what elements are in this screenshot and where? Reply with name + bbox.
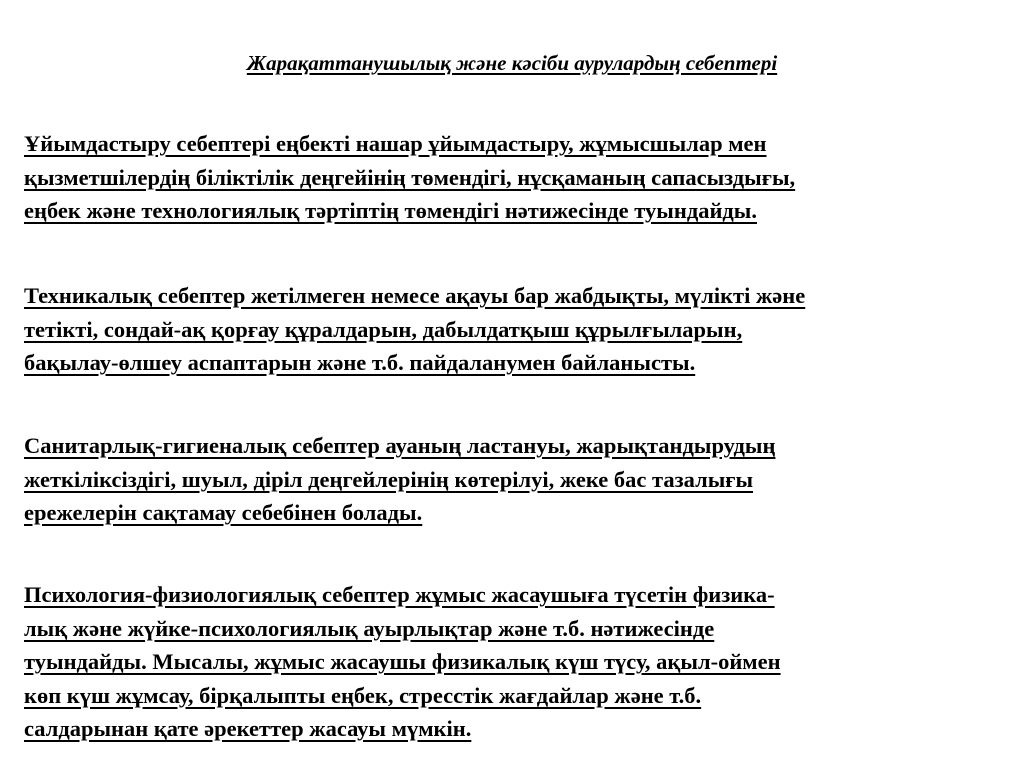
paragraph-psychophysiological-causes [24, 578, 1000, 746]
paragraph-sanitary-causes [24, 429, 1000, 530]
paragraph-line: ережелерін сақтамау себебінен болады. [24, 500, 423, 525]
paragraph-line: жеткіліксіздігі, шуыл, діріл деңгейлерінің көтерілуі, жеке бас тазалығы [24, 466, 754, 492]
paragraph-line: Ұйымдастыру себептері еңбекті нашар ұйымдастыру, жұмысшылар мен [24, 131, 767, 156]
paragraph-line: туындайды. Мысалы, жұмыс жасаушы физикалық күш түсу, ақыл-оймен [24, 649, 781, 674]
paragraph-line: бақылау-өлшеу аспаптарын және т.б. пайдаланумен байланысты. [24, 350, 696, 375]
paragraph-organizational-causes [24, 127, 1000, 228]
paragraph-line: еңбек және технологиялық тәртіптің төмендігі нәтижесінде туындайды. [24, 198, 757, 223]
paragraph-line: тетікті, сондай-ақ қорғау құралдарын, дабылдатқыш құрылғыларын, [24, 316, 743, 342]
paragraph-line: Психология-физиологиялық себептер жұмыс жасаушыға түсетін физика- [24, 582, 775, 607]
paragraph-line: Санитарлық-гигиеналық себептер ауаның ластануы, жарықтандырудың [24, 433, 776, 458]
paragraph-line: салдарынан қате әрекеттер жасауы мүмкін. [24, 716, 472, 741]
paragraph-line: қызметшілердің біліктілік деңгейінің төмендігі, нұсқаманың сапасыздығы, [24, 164, 796, 190]
paragraph-line: көп күш жұмсау, бірқалыпты еңбек, стресстік жағдайлар және т.б. [24, 682, 702, 708]
paragraph-technical-causes [24, 279, 1000, 380]
paragraph-line: лық және жүйке-психологиялық ауырлықтар және т.б. нәтижесінде [24, 615, 715, 641]
paragraph-line: Техникалық себептер жетілмеген немесе ақауы бар жабдықты, мүлікті және [24, 283, 806, 308]
page-title: Жарақаттанушылық және кәсіби аурулардың себептері [246, 51, 778, 75]
